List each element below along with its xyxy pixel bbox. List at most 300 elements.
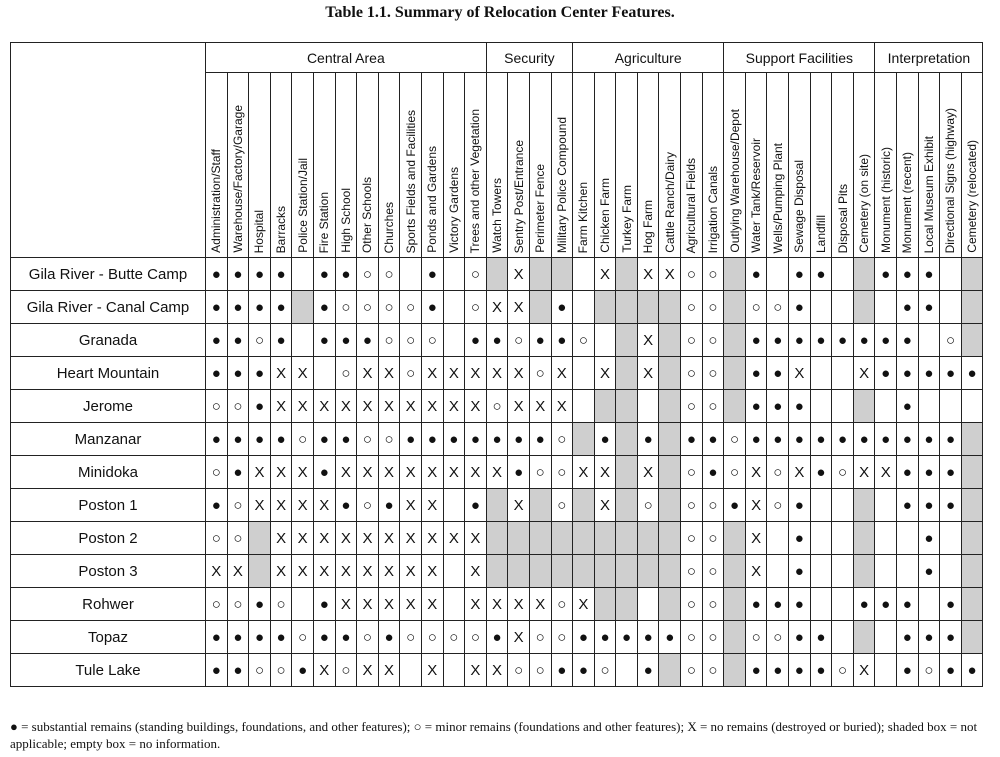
feature-cell: X (357, 555, 379, 588)
feature-cell: ○ (767, 456, 789, 489)
feature-cell: X (508, 621, 530, 654)
feature-cell (616, 291, 638, 324)
feature-cell: X (529, 390, 551, 423)
feature-cell: X (875, 456, 897, 489)
feature-cell (573, 291, 595, 324)
feature-cell (724, 357, 746, 390)
feature-cell: ● (400, 423, 422, 456)
feature-cell (724, 555, 746, 588)
table-row (11, 390, 983, 423)
feature-cell: ● (270, 291, 292, 324)
feature-cell: X (594, 258, 616, 291)
feature-cell: X (357, 654, 379, 687)
feature-cell: X (465, 456, 487, 489)
feature-cell: ● (270, 621, 292, 654)
feature-cell: ● (227, 357, 249, 390)
feature-cell (529, 555, 551, 588)
feature-cell: ● (249, 357, 271, 390)
feature-header (853, 73, 875, 258)
feature-cell: ● (897, 588, 919, 621)
table-row (11, 456, 983, 489)
feature-cell: ● (897, 357, 919, 390)
feature-cell: ● (897, 456, 919, 489)
feature-cell: X (206, 555, 228, 588)
feature-cell: ○ (335, 291, 357, 324)
feature-label: Farm Kitchen (576, 181, 591, 253)
feature-cell: ○ (702, 621, 724, 654)
feature-cell: ● (378, 621, 400, 654)
feature-cell: ● (249, 258, 271, 291)
feature-cell: X (421, 357, 443, 390)
feature-cell (961, 291, 983, 324)
feature-cell: ○ (681, 390, 703, 423)
table-row (11, 621, 983, 654)
feature-cell: ○ (702, 357, 724, 390)
feature-cell: ● (940, 621, 962, 654)
feature-cell: X (335, 555, 357, 588)
feature-cell: ● (875, 588, 897, 621)
feature-cell: X (745, 489, 767, 522)
feature-cell: ○ (637, 489, 659, 522)
feature-cell: ● (853, 324, 875, 357)
feature-header (897, 73, 919, 258)
center-name: Tule Lake (11, 654, 206, 687)
feature-label: Cemetery (relocated) (965, 140, 980, 253)
feature-label: Trees and other Vegetation (468, 108, 483, 253)
feature-cell: ● (637, 423, 659, 456)
feature-cell (573, 357, 595, 390)
feature-cell: ○ (421, 621, 443, 654)
feature-cell: ○ (529, 654, 551, 687)
feature-cell (573, 423, 595, 456)
feature-cell: ● (875, 258, 897, 291)
feature-cell (961, 621, 983, 654)
feature-cell: ● (918, 357, 940, 390)
feature-cell: ● (897, 621, 919, 654)
feature-cell: ○ (681, 258, 703, 291)
feature-label: Chicken Farm (597, 178, 612, 253)
feature-cell: ● (940, 357, 962, 390)
feature-cell (853, 621, 875, 654)
feature-cell: X (508, 390, 530, 423)
feature-cell: ○ (249, 654, 271, 687)
feature-cell (961, 324, 983, 357)
table-row (11, 588, 983, 621)
feature-header (227, 73, 249, 258)
feature-cell (918, 390, 940, 423)
feature-cell: ○ (681, 555, 703, 588)
feature-cell: ○ (681, 456, 703, 489)
feature-label: Barracks (274, 205, 289, 253)
feature-cell (767, 555, 789, 588)
feature-cell (767, 258, 789, 291)
feature-cell (897, 555, 919, 588)
feature-cell: X (573, 456, 595, 489)
feature-cell: ● (918, 555, 940, 588)
feature-cell (897, 522, 919, 555)
feature-cell: X (270, 522, 292, 555)
feature-cell (443, 324, 465, 357)
feature-cell: ○ (400, 291, 422, 324)
feature-cell (594, 588, 616, 621)
center-name: Manzanar (11, 423, 206, 456)
feature-cell (875, 555, 897, 588)
feature-cell: ○ (702, 555, 724, 588)
feature-cell: ● (767, 357, 789, 390)
feature-cell: ○ (465, 291, 487, 324)
feature-cell: ● (810, 621, 832, 654)
feature-cell: ○ (681, 324, 703, 357)
feature-cell: ○ (702, 654, 724, 687)
feature-cell: X (637, 258, 659, 291)
feature-header (637, 73, 659, 258)
feature-cell: ● (508, 423, 530, 456)
feature-cell (961, 423, 983, 456)
feature-header (810, 73, 832, 258)
feature-cell: X (292, 456, 314, 489)
feature-cell: ○ (702, 291, 724, 324)
feature-cell (832, 555, 854, 588)
feature-label: Administration/Staff (209, 149, 224, 253)
center-name: Minidoka (11, 456, 206, 489)
feature-cell: ○ (508, 324, 530, 357)
group-header: Interpretation (875, 43, 983, 73)
feature-cell (810, 489, 832, 522)
feature-header (465, 73, 487, 258)
feature-header (443, 73, 465, 258)
feature-cell: X (508, 258, 530, 291)
feature-cell: ○ (443, 621, 465, 654)
feature-cell: ○ (551, 423, 573, 456)
feature-cell: X (486, 291, 508, 324)
feature-cell: ● (573, 654, 595, 687)
feature-cell: ● (594, 621, 616, 654)
feature-cell: X (400, 588, 422, 621)
feature-cell (810, 522, 832, 555)
feature-cell (637, 588, 659, 621)
feature-cell (551, 258, 573, 291)
feature-cell: X (378, 357, 400, 390)
feature-label: Cemetery (on site) (857, 154, 872, 253)
feature-cell (832, 489, 854, 522)
feature-cell (724, 522, 746, 555)
feature-cell: ● (249, 423, 271, 456)
feature-cell: X (508, 291, 530, 324)
feature-cell: ● (745, 423, 767, 456)
feature-cell (443, 654, 465, 687)
feature-cell: ○ (249, 324, 271, 357)
feature-cell (875, 489, 897, 522)
feature-header (335, 73, 357, 258)
feature-cell: ● (421, 258, 443, 291)
feature-cell (875, 291, 897, 324)
feature-cell: ● (313, 324, 335, 357)
feature-cell: ● (335, 423, 357, 456)
feature-label: Turkey Farm (619, 185, 634, 253)
feature-cell (875, 654, 897, 687)
feature-cell: ● (897, 258, 919, 291)
feature-header (616, 73, 638, 258)
feature-cell: X (378, 522, 400, 555)
feature-cell: ● (551, 654, 573, 687)
feature-cell: ● (875, 324, 897, 357)
feature-cell: X (400, 522, 422, 555)
feature-cell: ● (206, 291, 228, 324)
feature-cell: ○ (378, 258, 400, 291)
feature-cell: ● (573, 621, 595, 654)
feature-cell: ○ (227, 489, 249, 522)
feature-cell (573, 522, 595, 555)
feature-cell: ● (918, 489, 940, 522)
feature-cell: ● (918, 456, 940, 489)
feature-cell: ● (313, 621, 335, 654)
feature-cell: X (465, 588, 487, 621)
feature-cell: X (443, 390, 465, 423)
feature-cell: ○ (206, 588, 228, 621)
feature-cell: ○ (400, 357, 422, 390)
feature-cell: ● (940, 588, 962, 621)
feature-cell: ● (745, 390, 767, 423)
feature-cell: ● (551, 291, 573, 324)
feature-cell: ● (313, 456, 335, 489)
feature-cell (940, 522, 962, 555)
feature-cell: ● (789, 621, 811, 654)
feature-cell: ● (529, 423, 551, 456)
feature-cell: ● (681, 423, 703, 456)
feature-cell: ○ (724, 423, 746, 456)
feature-cell: X (292, 522, 314, 555)
feature-cell: ● (659, 621, 681, 654)
feature-cell: ○ (508, 654, 530, 687)
feature-cell: ● (335, 621, 357, 654)
feature-cell (249, 555, 271, 588)
feature-cell (573, 555, 595, 588)
feature-label: High School (338, 188, 353, 253)
feature-cell (616, 522, 638, 555)
feature-cell (659, 291, 681, 324)
feature-cell: ○ (357, 423, 379, 456)
group-header: Central Area (206, 43, 487, 73)
feature-label: Perimeter Fence (533, 164, 548, 253)
feature-cell: ● (918, 291, 940, 324)
feature-cell: ○ (832, 456, 854, 489)
feature-label: Monument (historic) (878, 146, 893, 253)
feature-cell: ○ (767, 621, 789, 654)
feature-cell (249, 522, 271, 555)
feature-cell: ○ (681, 291, 703, 324)
feature-cell: ● (918, 423, 940, 456)
feature-cell: X (378, 456, 400, 489)
group-header: Agriculture (573, 43, 724, 73)
feature-cell (961, 390, 983, 423)
feature-cell (292, 258, 314, 291)
feature-cell: ○ (551, 588, 573, 621)
feature-cell: ● (637, 621, 659, 654)
feature-label: Local Museum Exhibit (921, 135, 936, 253)
feature-cell: X (227, 555, 249, 588)
feature-cell: ● (767, 390, 789, 423)
feature-cell (486, 555, 508, 588)
feature-cell: ● (789, 423, 811, 456)
feature-cell: X (270, 489, 292, 522)
feature-cell: ○ (745, 291, 767, 324)
feature-cell: ○ (681, 654, 703, 687)
feature-cell: ○ (270, 654, 292, 687)
feature-cell: ● (335, 258, 357, 291)
feature-cell: X (313, 489, 335, 522)
feature-cell (486, 489, 508, 522)
feature-cell: ○ (465, 621, 487, 654)
feature-cell: X (335, 390, 357, 423)
feature-cell: ○ (681, 621, 703, 654)
feature-cell: ● (227, 423, 249, 456)
feature-cell (616, 390, 638, 423)
feature-cell: ● (421, 291, 443, 324)
feature-cell: X (378, 588, 400, 621)
feature-label: Sentry Post/Entrance (511, 139, 526, 253)
feature-header (292, 73, 314, 258)
feature-cell: X (270, 555, 292, 588)
feature-cell: ● (918, 522, 940, 555)
feature-cell: ● (270, 324, 292, 357)
center-name: Poston 1 (11, 489, 206, 522)
feature-cell: X (313, 654, 335, 687)
feature-cell: ○ (465, 258, 487, 291)
feature-cell (659, 588, 681, 621)
feature-cell: ● (270, 423, 292, 456)
feature-cell: ● (853, 423, 875, 456)
feature-cell (313, 357, 335, 390)
feature-cell: ○ (702, 522, 724, 555)
feature-header (529, 73, 551, 258)
feature-cell (616, 258, 638, 291)
feature-cell (616, 423, 638, 456)
feature-label: Watch Towers (490, 178, 505, 253)
feature-cell: ○ (681, 489, 703, 522)
feature-cell (875, 621, 897, 654)
feature-cell: ● (897, 324, 919, 357)
feature-header (702, 73, 724, 258)
feature-cell: ○ (529, 357, 551, 390)
feature-cell: ● (789, 291, 811, 324)
feature-label: Sewage Disposal (792, 160, 807, 253)
feature-label: Landfill (813, 214, 828, 253)
feature-cell (659, 489, 681, 522)
feature-cell (529, 258, 551, 291)
feature-cell: X (292, 555, 314, 588)
feature-cell: X (745, 522, 767, 555)
feature-cell: ● (616, 621, 638, 654)
feature-cell (832, 522, 854, 555)
feature-cell: ○ (486, 390, 508, 423)
feature-cell: X (789, 357, 811, 390)
feature-cell (853, 522, 875, 555)
feature-header (918, 73, 940, 258)
feature-cell (659, 423, 681, 456)
feature-cell (594, 324, 616, 357)
feature-cell (594, 390, 616, 423)
feature-cell: ○ (573, 324, 595, 357)
feature-cell: ● (206, 654, 228, 687)
table-row (11, 423, 983, 456)
feature-cell: X (421, 390, 443, 423)
feature-cell (616, 456, 638, 489)
feature-cell: ● (249, 588, 271, 621)
feature-cell (659, 324, 681, 357)
feature-cell (551, 522, 573, 555)
group-header-row (11, 43, 983, 73)
feature-cell: ○ (206, 456, 228, 489)
feature-cell (551, 555, 573, 588)
feature-cell: X (551, 357, 573, 390)
feature-cell: ○ (724, 456, 746, 489)
feature-cell: X (421, 588, 443, 621)
feature-cell: ● (378, 489, 400, 522)
feature-cell: ○ (702, 258, 724, 291)
feature-cell (832, 357, 854, 390)
feature-cell: ● (292, 654, 314, 687)
feature-cell (767, 522, 789, 555)
feature-cell: ● (443, 423, 465, 456)
feature-cell: ● (897, 291, 919, 324)
feature-cell: X (421, 456, 443, 489)
feature-cell: X (357, 357, 379, 390)
feature-cell: ● (227, 456, 249, 489)
feature-cell: X (486, 588, 508, 621)
feature-header (357, 73, 379, 258)
feature-cell: X (465, 390, 487, 423)
feature-cell: X (249, 456, 271, 489)
feature-cell (724, 588, 746, 621)
feature-label: Disposal Pits (835, 183, 850, 253)
feature-cell (594, 555, 616, 588)
feature-label: Ponds and Gardens (425, 146, 440, 253)
feature-cell (400, 654, 422, 687)
feature-cell: X (745, 456, 767, 489)
feature-cell: ● (745, 588, 767, 621)
feature-cell: X (378, 390, 400, 423)
feature-cell: ● (357, 324, 379, 357)
feature-cell (443, 588, 465, 621)
feature-cell: ○ (357, 291, 379, 324)
feature-label: Agricultural Fields (684, 157, 699, 253)
feature-cell: ● (810, 324, 832, 357)
feature-cell: X (594, 456, 616, 489)
feature-cell (810, 291, 832, 324)
feature-cell: X (335, 588, 357, 621)
feature-cell (616, 588, 638, 621)
feature-cell: X (465, 522, 487, 555)
feature-cell (573, 258, 595, 291)
feature-cell (594, 291, 616, 324)
feature-cell (594, 522, 616, 555)
feature-cell: ● (465, 324, 487, 357)
feature-cell (810, 390, 832, 423)
feature-cell: ● (486, 324, 508, 357)
feature-cell: X (378, 654, 400, 687)
feature-cell: ● (594, 423, 616, 456)
feature-cell (961, 258, 983, 291)
feature-cell: ● (961, 654, 983, 687)
table-row (11, 555, 983, 588)
feature-cell (529, 291, 551, 324)
feature-cell: X (594, 489, 616, 522)
feature-cell: X (270, 390, 292, 423)
feature-cell: X (443, 357, 465, 390)
feature-header (832, 73, 854, 258)
feature-cell: ○ (270, 588, 292, 621)
feature-cell: X (421, 489, 443, 522)
